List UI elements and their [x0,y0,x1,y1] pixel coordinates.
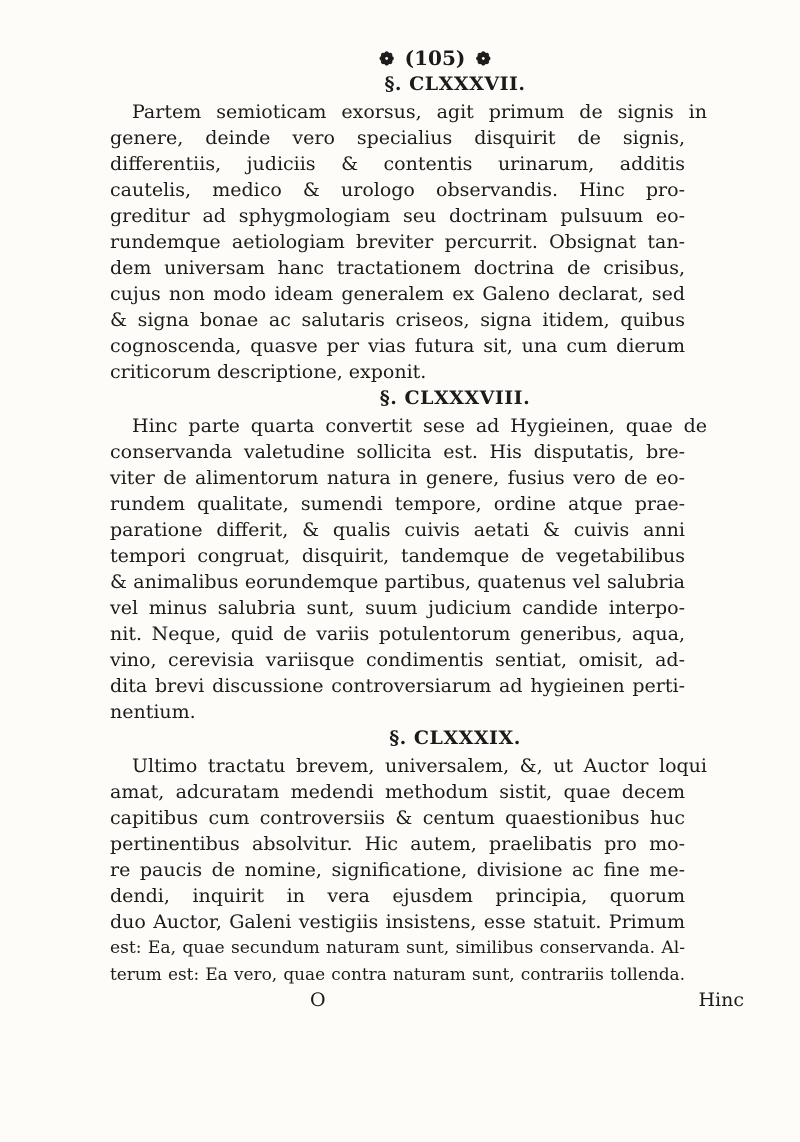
catchword: Hinc [698,989,744,1011]
text-line: Partem semioticam exorsus, agit primum de signis in [132,101,707,123]
text-line: vino, cerevisia variisque condimentis sentiat, omisit, ad- [110,649,685,671]
page-number: (105) [404,46,466,70]
text-line: terum est: Ea vero, quae contra naturam sunt, contrariis tollenda. [110,964,685,984]
text-line: capitibus cum controversiis & centum quaestionibus huc [110,807,685,829]
text-line: amat, adcuratam medendi methodum sistit, quae decem [110,781,685,803]
text-line: re paucis de nomine, significatione, divisione ac fine me- [110,859,685,881]
text-line: vel minus salubria sunt, suum judicium candide interpo- [110,597,685,619]
text-block [110,45,800,1013]
section-heading: §. CLXXXVIII. [379,387,531,409]
text-line: pertinentibus absolvitur. Hic autem, praelibatis pro mo- [110,833,685,855]
text-line: genere, deinde vero specialius disquirit de signis, [110,127,685,149]
text-line: rundem qualitate, sumendi tempore, ordine atque prae- [110,493,685,515]
text-line: tempori congruat, disquirit, tandemque de vegetabilibus [110,545,685,567]
section-heading: §. CLXXXIX. [389,727,521,749]
text-line: paratione differit, & qualis cuivis aetati & cuivis anni [110,519,685,541]
text-line: nit. Neque, quid de variis potulentorum generibus, aqua, [110,623,685,645]
section-paragraph [110,99,800,385]
text-line: rundemque aetiologiam breviter percurrit. Obsignat tan- [110,231,685,253]
text-line: conservanda valetudine sollicita est. His disputatis, bre- [110,441,685,463]
text-line: cautelis, medico & urologo observandis. Hinc pro- [110,179,685,201]
section-heading: §. CLXXXVII. [384,73,526,95]
text-line: nentium. [110,701,196,723]
text-line: Ultimo tractatu brevem, universalem, &, ut Auctor loqui [132,755,707,777]
ornament-left-icon: ❁ [379,49,395,70]
text-line: viter de alimentorum natura in genere, fusius vero de eo- [110,467,685,489]
text-line: criticorum descriptione, exponit. [110,361,427,383]
text-line: Hinc parte quarta convertit sese ad Hygieinen, quae de [132,415,707,437]
section-paragraph [110,413,800,725]
section-paragraph [110,753,800,987]
text-line: duo Auctor, Galeni vestigiis insistens, esse statuit. Primum [110,911,685,933]
signature-mark: O [310,989,326,1011]
text-line: est: Ea, quae secundum naturam sunt, similibus conservanda. Al- [110,938,685,958]
text-line: dendi, inquirit in vera ejusdem principia, quorum [110,885,685,907]
text-line: greditur ad sphygmologiam seu doctrinam pulsuum eo- [110,205,685,227]
text-line: differentiis, judiciis & contentis urinarum, additis [110,153,685,175]
text-line: & animalibus eorundemque partibus, quatenus vel salubria [110,571,685,593]
text-line: & signa bonae ac salutaris criseos, signa itidem, quibus [110,309,685,331]
text-line: cognoscenda, quasve per vias futura sit, una cum dierum [110,335,685,357]
page-footer [110,987,800,1013]
page-header [70,45,800,71]
text-line: cujus non modo ideam generalem ex Galeno declarat, sed [110,283,685,305]
ornament-right-icon: ❁ [475,49,491,70]
text-line: dita brevi discussione controversiarum ad hygieinen perti- [110,675,685,697]
text-line: dem universam hanc tractationem doctrina de crisibus, [110,257,685,279]
